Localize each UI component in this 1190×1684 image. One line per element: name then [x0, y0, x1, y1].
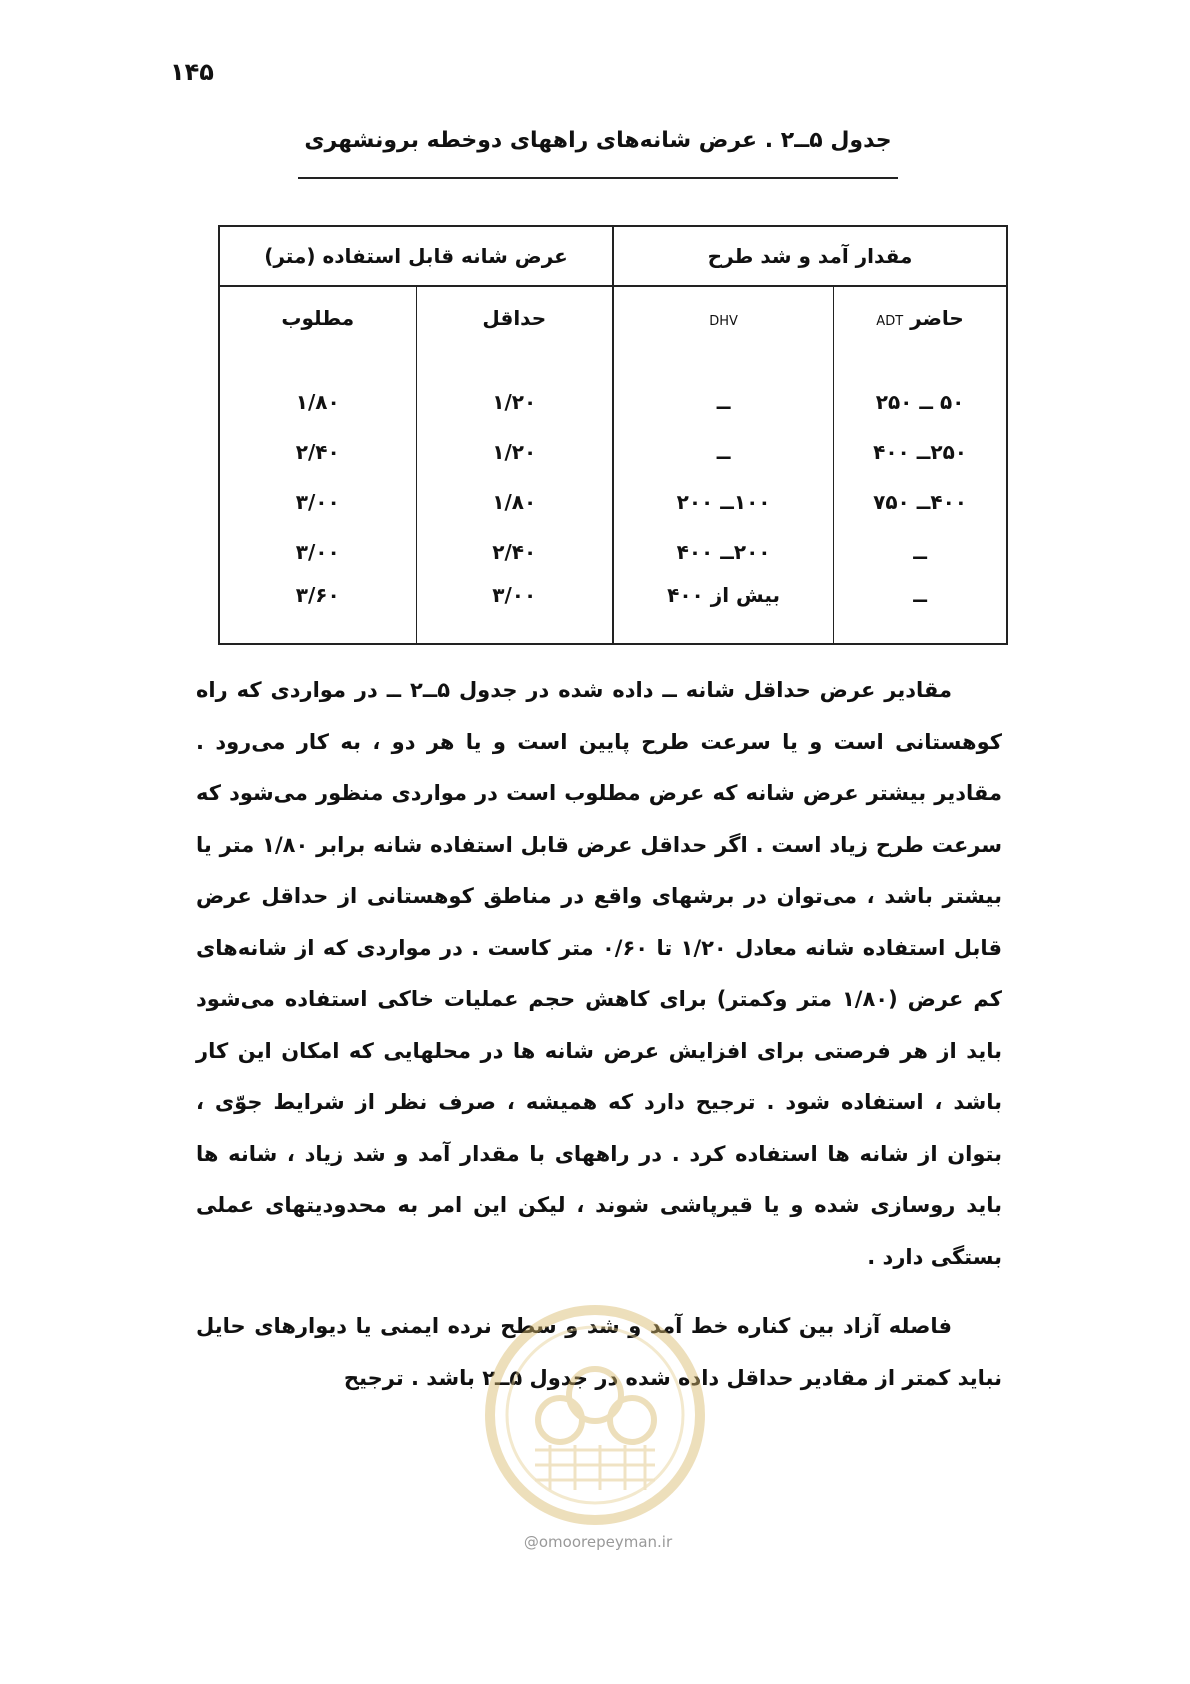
cell-minimum: ۳/۰۰ — [416, 577, 613, 644]
cell-desired: ۱/۸۰ — [295, 390, 340, 414]
cell-dhv: ۲۰۰ــ ۴۰۰ — [613, 527, 834, 577]
table-row — [219, 527, 1007, 577]
caption-underline — [298, 177, 898, 179]
subheader-dhv-abbr: DHV — [709, 314, 738, 329]
table-row — [219, 577, 1007, 644]
cell-minimum: ۱/۸۰ — [416, 477, 613, 527]
cell-minimum: ۱/۲۰ — [416, 349, 613, 427]
cell-adt: ــ — [834, 527, 1007, 577]
cell-dhv: ــ — [613, 349, 834, 427]
subheader-minimum: حداقل — [416, 286, 613, 349]
subheader-adt-abbr: ADT — [876, 314, 904, 329]
subheader-adt-label: حاضر — [910, 306, 964, 330]
cell-adt: ۲۵۰ــ ۴۰۰ — [834, 427, 1007, 477]
header-usable-shoulder-width: عرض شانه قابل استفاده (متر) — [219, 226, 613, 286]
table-row — [219, 477, 1007, 527]
watermark-seal-icon — [480, 1300, 710, 1550]
cell-adt: ۵۰ ــ ۲۵۰ — [834, 349, 1007, 427]
header-design-traffic: مقدار آمد و شد طرح — [613, 226, 1007, 286]
cell-adt: ــ — [834, 577, 1007, 644]
cell-dhv: ۱۰۰ــ ۲۰۰ — [613, 477, 834, 527]
subheader-desired: مطلوب — [281, 306, 355, 330]
cell-minimum: ۲/۴۰ — [416, 527, 613, 577]
cell-desired: ۳/۰۰ — [295, 540, 340, 564]
table-row — [219, 349, 1007, 427]
cell-desired: ۲/۴۰ — [295, 440, 340, 464]
table-caption: جدول ۵ــ۲ . عرض شانه‌های راههای دوخطه برونشهری — [304, 128, 892, 153]
subheader-dhv — [613, 286, 834, 349]
paragraph-shoulder-widths: مقادیر عرض حداقل شانه ــ داده شده در جدول ۵ــ۲ ــ در مواردی که راه کوهستانی است و یا سرعت طرح پایین است و یا هر دو ، به کار می‌رود . مقادیر بیشتر عرض شانه که عرض مطلوب است در مواردی منظور می‌شود که سرعت طرح زیاد است . اگر حداقل عرض قابل استفاده شانه برابر ۱/۸۰ متر یا بیشتر باشد ، می‌توان در برشهای واقع در مناطق کوهستانی از حداقل عرض قابل استفاده شانه معادل ۱/۲۰ تا ۰/۶۰ متر کاست . در مواردی که از شانه‌های کم عرض (۱/۸۰ متر وکمتر) برای کاهش حجم عملیات خاکی استفاده می‌شود باید از هر فرصتی برای افزایش عرض شانه ها در محلهایی که امکان این کار باشد ، استفاده شود . ترجیح دارد که همیشه ، صرف نظر از شرایط جوّی ، بتوان از شانه ها استفاده کرد . در راههای با مقدار آمد و شد زیاد ، شانه ها باید روسازی شده و یا قیرپاشی شوند ، لیکن این امر به محدودیتهای عملی بستگی دارد . — [196, 678, 1003, 1269]
shoulder-width-table — [218, 225, 1008, 645]
subheader-adt — [834, 286, 1007, 349]
paragraph-lateral-clearance: فاصله آزاد بین کناره خط آمد و شد و سطح نرده ایمنی یا دیوارهای حایل نباید کمتر از مقادیر حداقل داده شده در جدول ۵ــ۲ باشد . ترجیح — [196, 1314, 1002, 1390]
cell-minimum: ۱/۲۰ — [416, 427, 613, 477]
cell-dhv: بیش از ۴۰۰ — [613, 577, 834, 644]
watermark-text: @omoorepeyman.ir — [523, 1533, 673, 1551]
cell-dhv: ــ — [613, 427, 834, 477]
cell-adt: ۴۰۰ــ ۷۵۰ — [834, 477, 1007, 527]
cell-desired: ۳/۰۰ — [295, 490, 340, 514]
cell-desired: ۳/۶۰ — [295, 583, 340, 607]
body-text — [196, 665, 1002, 1404]
table-row — [219, 427, 1007, 477]
page-number: ۱۴۵ — [170, 58, 214, 86]
